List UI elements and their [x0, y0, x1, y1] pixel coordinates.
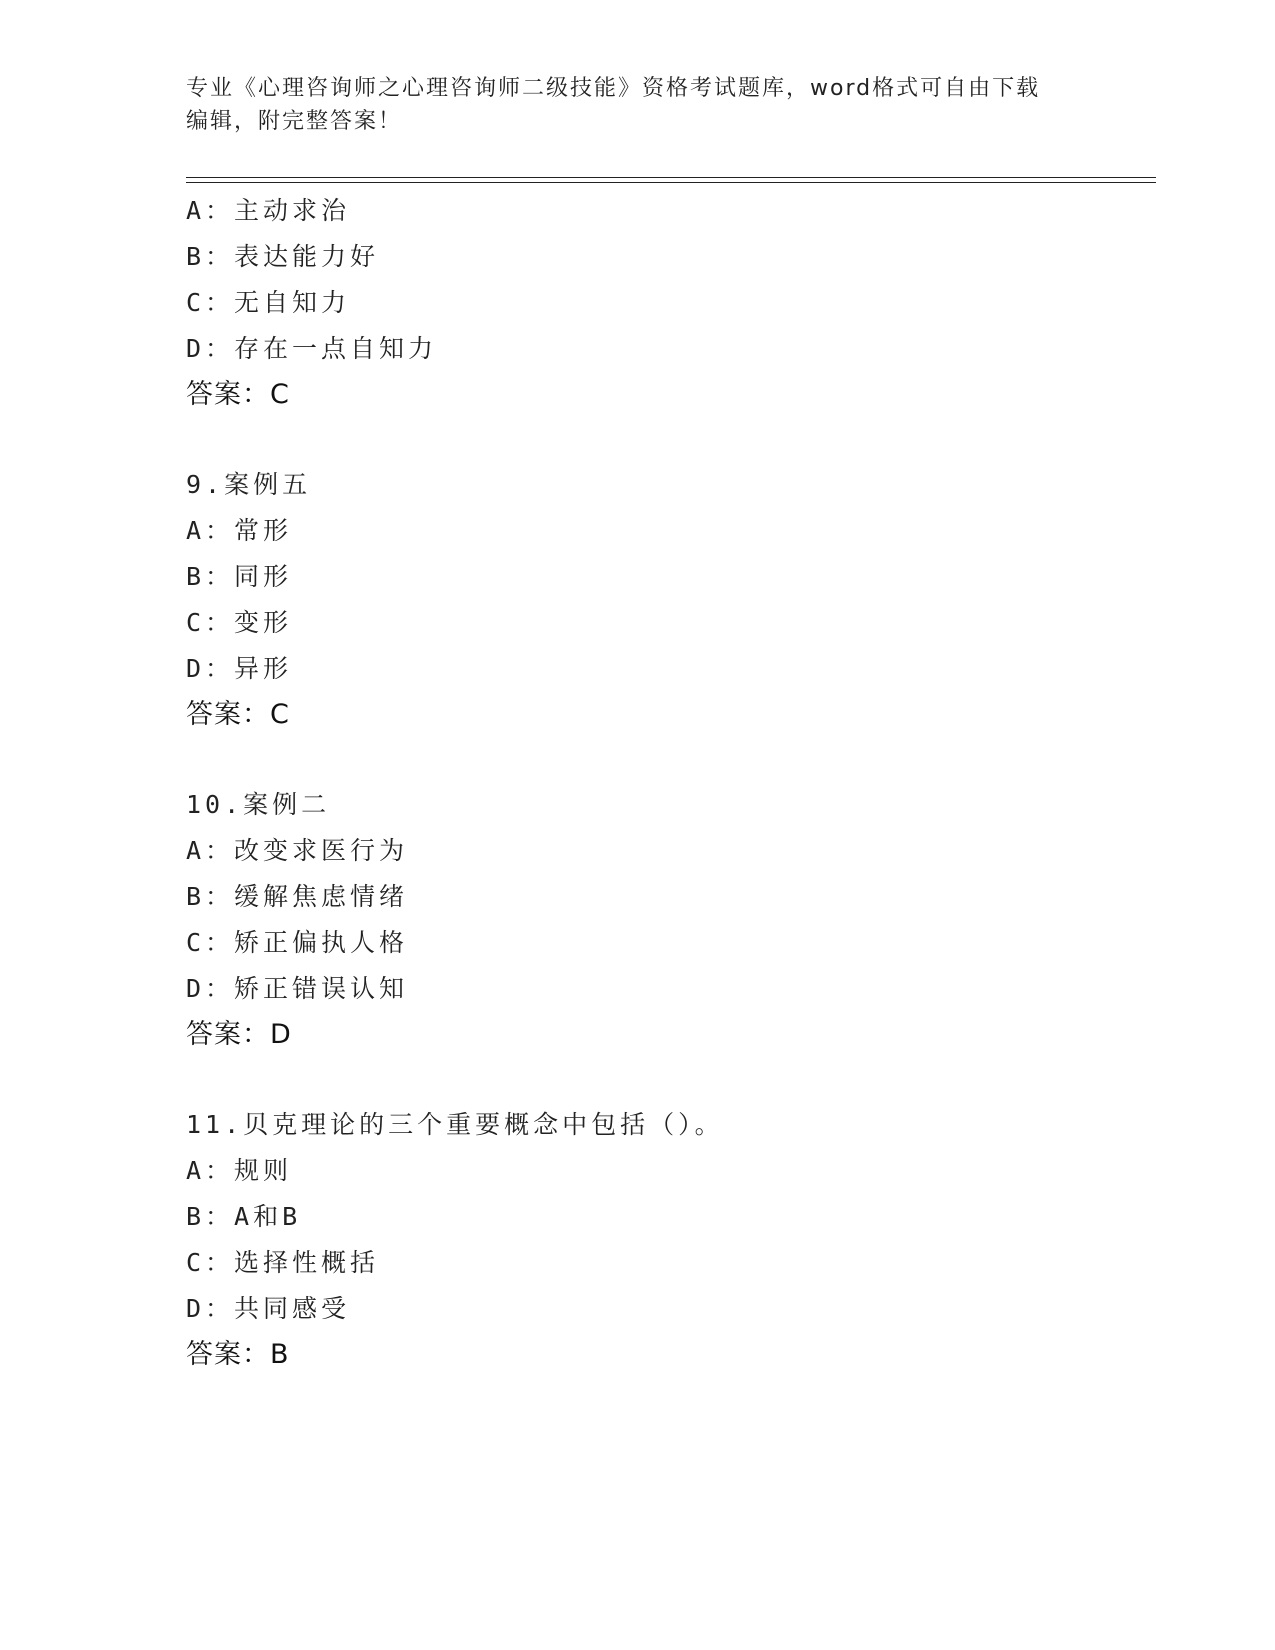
- header-divider-bottom: [186, 182, 1156, 183]
- q9-option-b: B：同形: [186, 562, 293, 591]
- question-8-block: [186, 188, 1146, 418]
- q11-option-d: D：共同感受: [186, 1294, 351, 1323]
- spacer: [186, 1058, 1146, 1102]
- q8-option-d: D：存在一点自知力: [186, 334, 438, 363]
- q9-option-a: A：常形: [186, 516, 293, 545]
- q10-stem: 10.案例二: [186, 790, 331, 819]
- q11-option-b: B：A和B: [186, 1202, 302, 1231]
- q8-answer: 答案：C: [186, 379, 290, 410]
- q10-option-b: B：缓解焦虑情绪: [186, 882, 409, 911]
- q11-answer: 答案：B: [186, 1339, 290, 1370]
- q10-option-a: A：改变求医行为: [186, 836, 409, 865]
- question-11-block: [186, 1102, 1146, 1378]
- q10-option-c: C：矫正偏执人格: [186, 928, 409, 957]
- spacer: [186, 418, 1146, 462]
- q10-option-d: D：矫正错误认知: [186, 974, 409, 1003]
- header-line-1: 专业《心理咨询师之心理咨询师二级技能》资格考试题库，word格式可自由下载: [186, 76, 1041, 101]
- q9-option-d: D：异形: [186, 654, 293, 683]
- q11-stem: 11.贝克理论的三个重要概念中包括（）。: [186, 1110, 724, 1139]
- header-divider-top: [186, 177, 1156, 178]
- q8-option-b: B：表达能力好: [186, 242, 380, 271]
- question-10-block: [186, 782, 1146, 1058]
- question-9-block: [186, 462, 1146, 738]
- q11-option-c: C：选择性概括: [186, 1248, 380, 1277]
- q9-answer: 答案：C: [186, 699, 290, 730]
- document-header: [186, 72, 1086, 138]
- q9-stem: 9.案例五: [186, 470, 312, 499]
- question-list: [186, 188, 1146, 1378]
- spacer: [186, 738, 1146, 782]
- q11-option-a: A：规则: [186, 1156, 293, 1185]
- q8-option-c: C：无自知力: [186, 288, 351, 317]
- q9-option-c: C：变形: [186, 608, 293, 637]
- header-line-2: 编辑，附完整答案！: [186, 109, 403, 134]
- q10-answer: 答案：D: [186, 1019, 292, 1050]
- q8-option-a: A：主动求治: [186, 196, 351, 225]
